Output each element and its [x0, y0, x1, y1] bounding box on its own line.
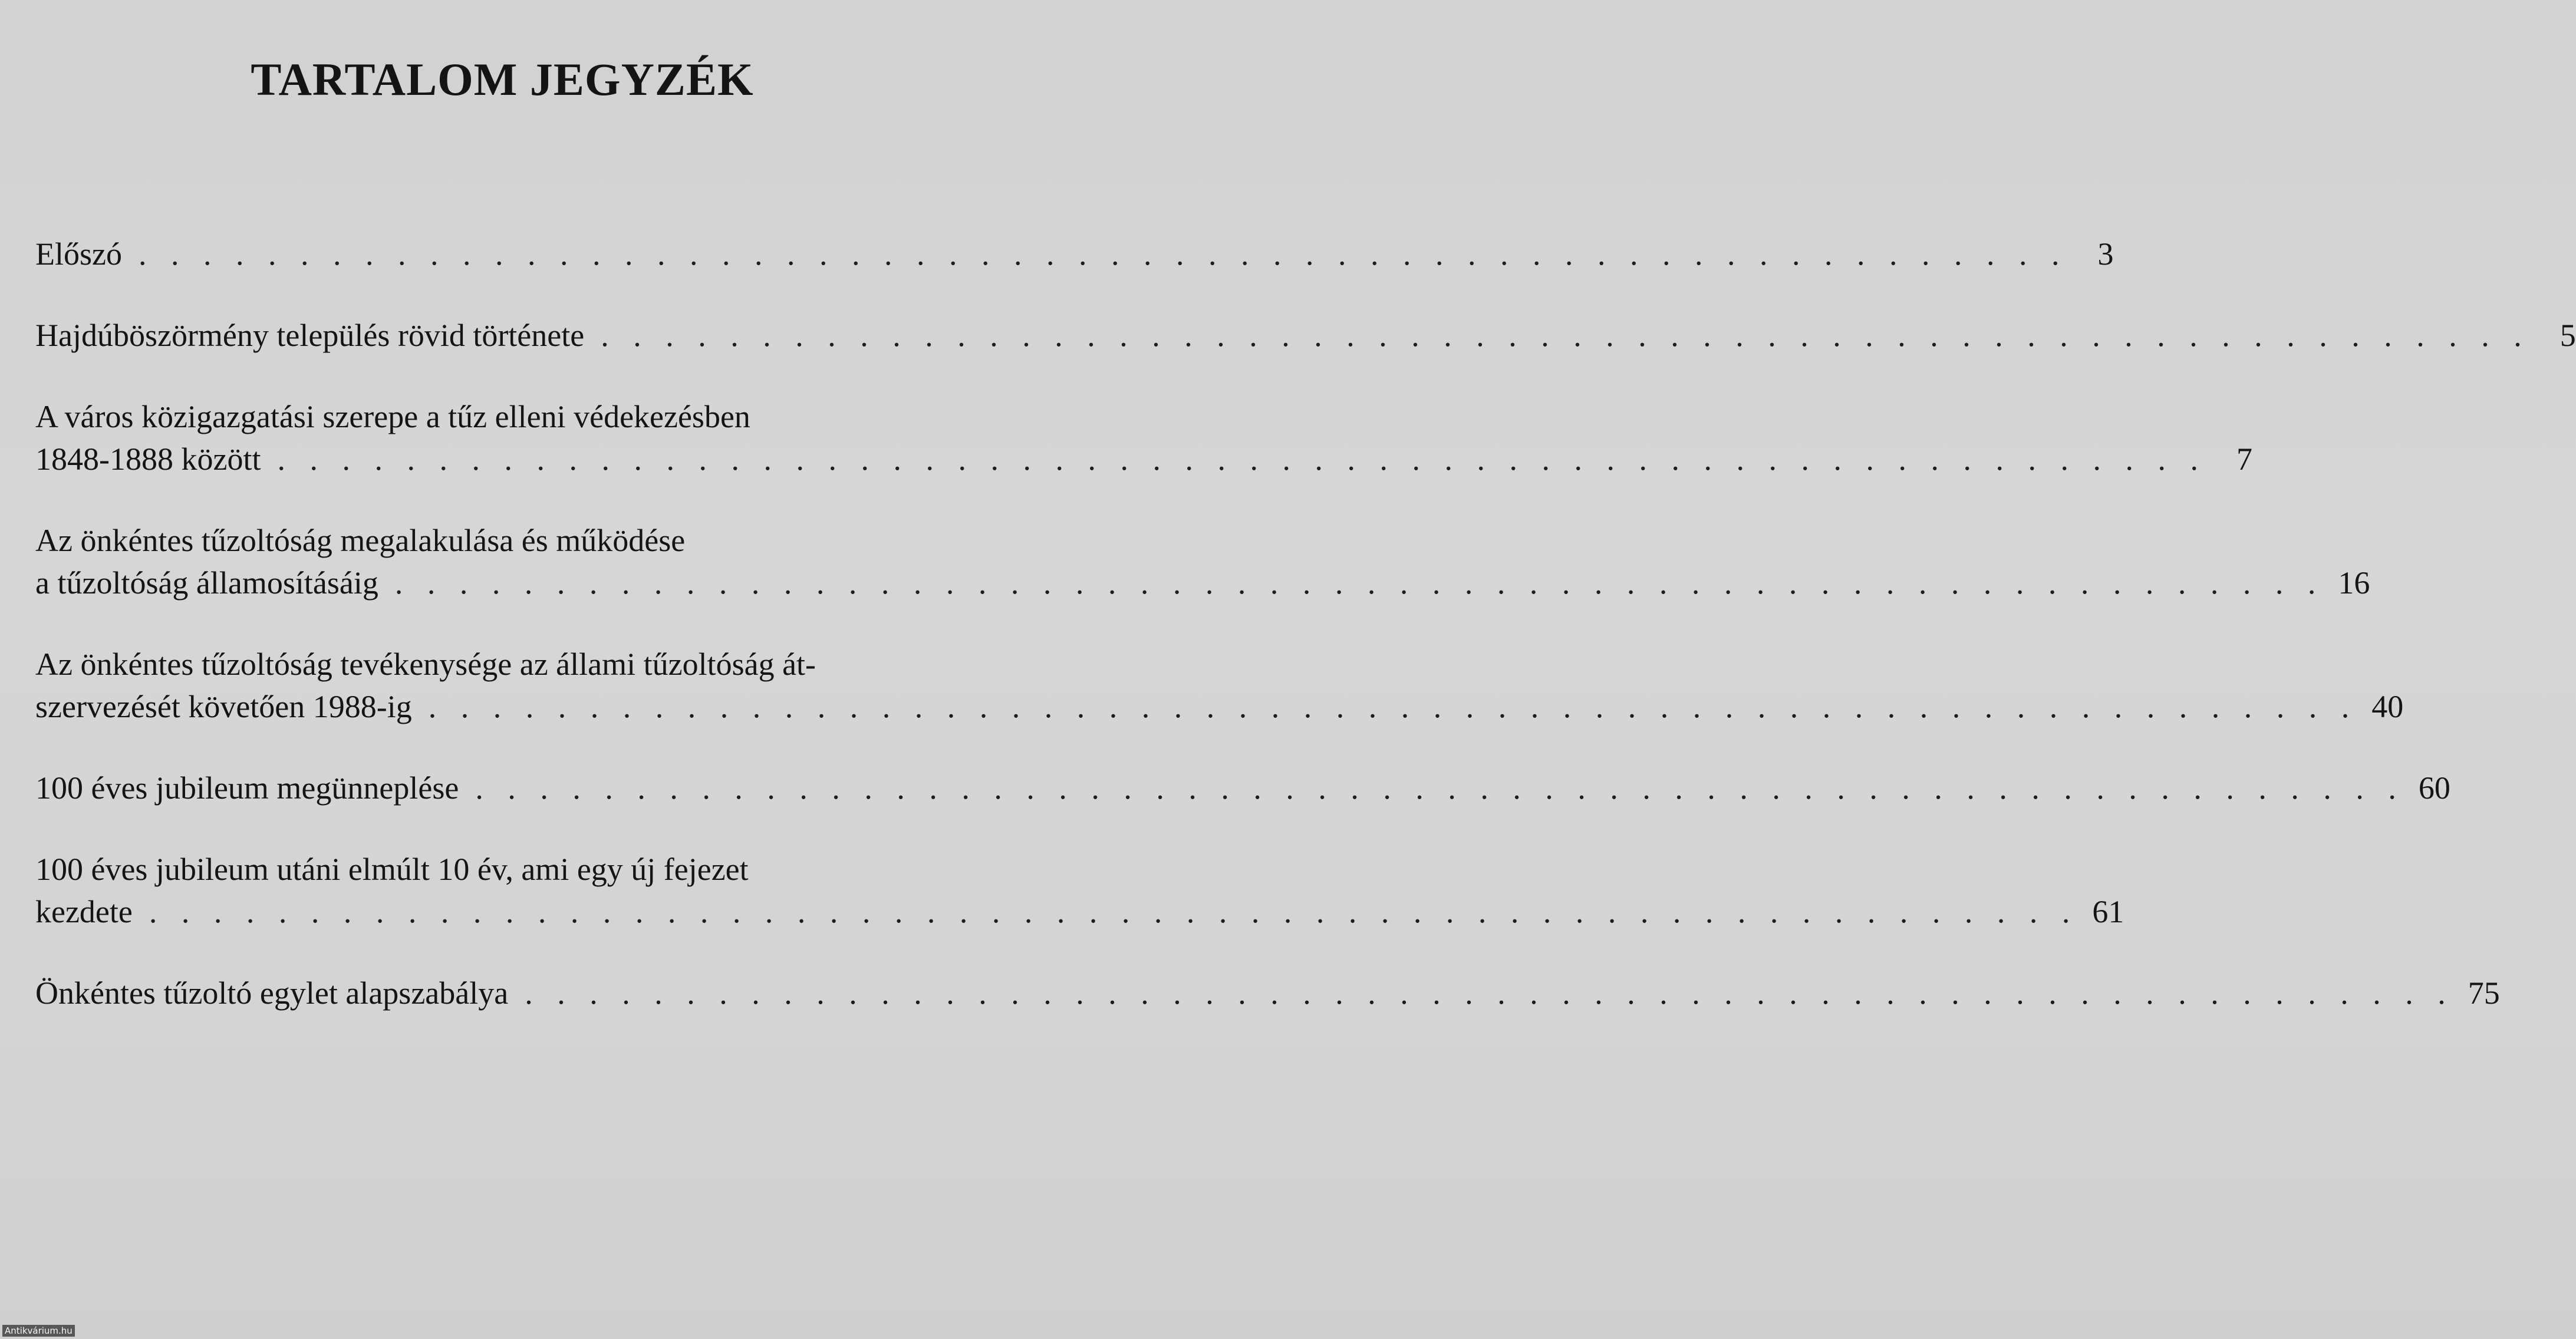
toc-entry-line	[35, 562, 2370, 604]
toc-entry-line	[35, 972, 2500, 1014]
toc-entry-line	[35, 767, 2450, 809]
toc-page-number: 75	[2468, 975, 2500, 1011]
toc-entry	[35, 767, 2450, 809]
toc-entry-title-line: Az önkéntes tűzoltóság megalakulása és működése	[35, 523, 686, 558]
toc-entry	[35, 314, 2576, 357]
toc-entry-line	[35, 438, 2252, 480]
toc-page-number: 3	[2097, 236, 2114, 272]
toc-entry-line	[35, 314, 2576, 357]
toc-page-number: 60	[2418, 770, 2450, 806]
toc-entry	[35, 848, 2124, 933]
toc-entry	[35, 519, 2370, 604]
dot-leader: . . . . . . . . . . . . . . . . . . . . . . . . . . . . . . . . . . . . . . . . . . . . . . . . . . . . . . . . . . . .	[601, 318, 2530, 353]
toc-entry-title: szervezését követően 1988-ig	[35, 689, 412, 724]
toc-page-number: 7	[2236, 441, 2252, 477]
toc-entry-title-line: 100 éves jubileum utáni elmúlt 10 év, ami egy új fejezet	[35, 852, 749, 887]
toc-entry	[35, 233, 2114, 275]
dot-leader: . . . . . . . . . . . . . . . . . . . . . . . . . . . . . . . . . . . . . . . . . . . . . . . . . . . . . . . . . . . .	[428, 689, 2358, 724]
toc-page-number: 61	[2092, 894, 2124, 929]
toc-entry	[35, 643, 2404, 728]
dot-leader: . . . . . . . . . . . . . . . . . . . . . . . . . . . . . . . . . . . . . . . . . . . . . . . . . . . . . . . . . . . .	[149, 894, 2078, 929]
toc-entry-title: Hajdúböszörmény település rövid története	[35, 318, 585, 353]
dot-leader: . . . . . . . . . . . . . . . . . . . . . . . . . . . . . . . . . . . . . . . . . . . . . . . . . . . . . . . . . . . .	[475, 770, 2404, 806]
dot-leader: . . . . . . . . . . . . . . . . . . . . . . . . . . . . . . . . . . . . . . . . . . . . . . . . . . . . . . . . . . . .	[525, 975, 2454, 1011]
toc-entry-title: 100 éves jubileum megünneplése	[35, 770, 459, 806]
toc-entry-title: Önkéntes tűzoltó egylet alapszabálya	[35, 975, 509, 1011]
toc-entry-line	[35, 233, 2114, 275]
page-title: TARTALOM JEGYZÉK	[251, 54, 754, 105]
table-of-contents	[35, 233, 2576, 1014]
toc-entry-title: 1848-1888 között	[35, 441, 261, 477]
toc-entry	[35, 972, 2500, 1014]
toc-entry-title: a tűzoltóság államosításáig	[35, 565, 378, 601]
toc-entry-title: kezdete	[35, 894, 133, 929]
toc-entry-title-line: Az önkéntes tűzoltóság tevékenysége az állami tűzoltóság át-	[35, 647, 816, 682]
dot-leader: . . . . . . . . . . . . . . . . . . . . . . . . . . . . . . . . . . . . . . . . . . . . . . . . . . . . . . . . . . . .	[277, 441, 2206, 477]
toc-page-number: 16	[2338, 565, 2370, 601]
dot-leader: . . . . . . . . . . . . . . . . . . . . . . . . . . . . . . . . . . . . . . . . . . . . . . . . . . . . . . . . . . . .	[138, 236, 2068, 272]
toc-entry-title-line: A város közigazgatási szerepe a tűz elleni védekezésben	[35, 399, 750, 434]
dot-leader: . . . . . . . . . . . . . . . . . . . . . . . . . . . . . . . . . . . . . . . . . . . . . . . . . . . . . . . . . . . .	[394, 565, 2324, 601]
toc-entry-title: Előszó	[35, 236, 122, 272]
toc-page-number: 5	[2559, 318, 2576, 353]
toc-page-number: 40	[2371, 689, 2404, 724]
watermark: Antikvárium.hu	[2, 1325, 75, 1337]
toc-entry	[35, 395, 2252, 480]
toc-entry-line	[35, 685, 2404, 728]
toc-entry-line	[35, 891, 2124, 933]
